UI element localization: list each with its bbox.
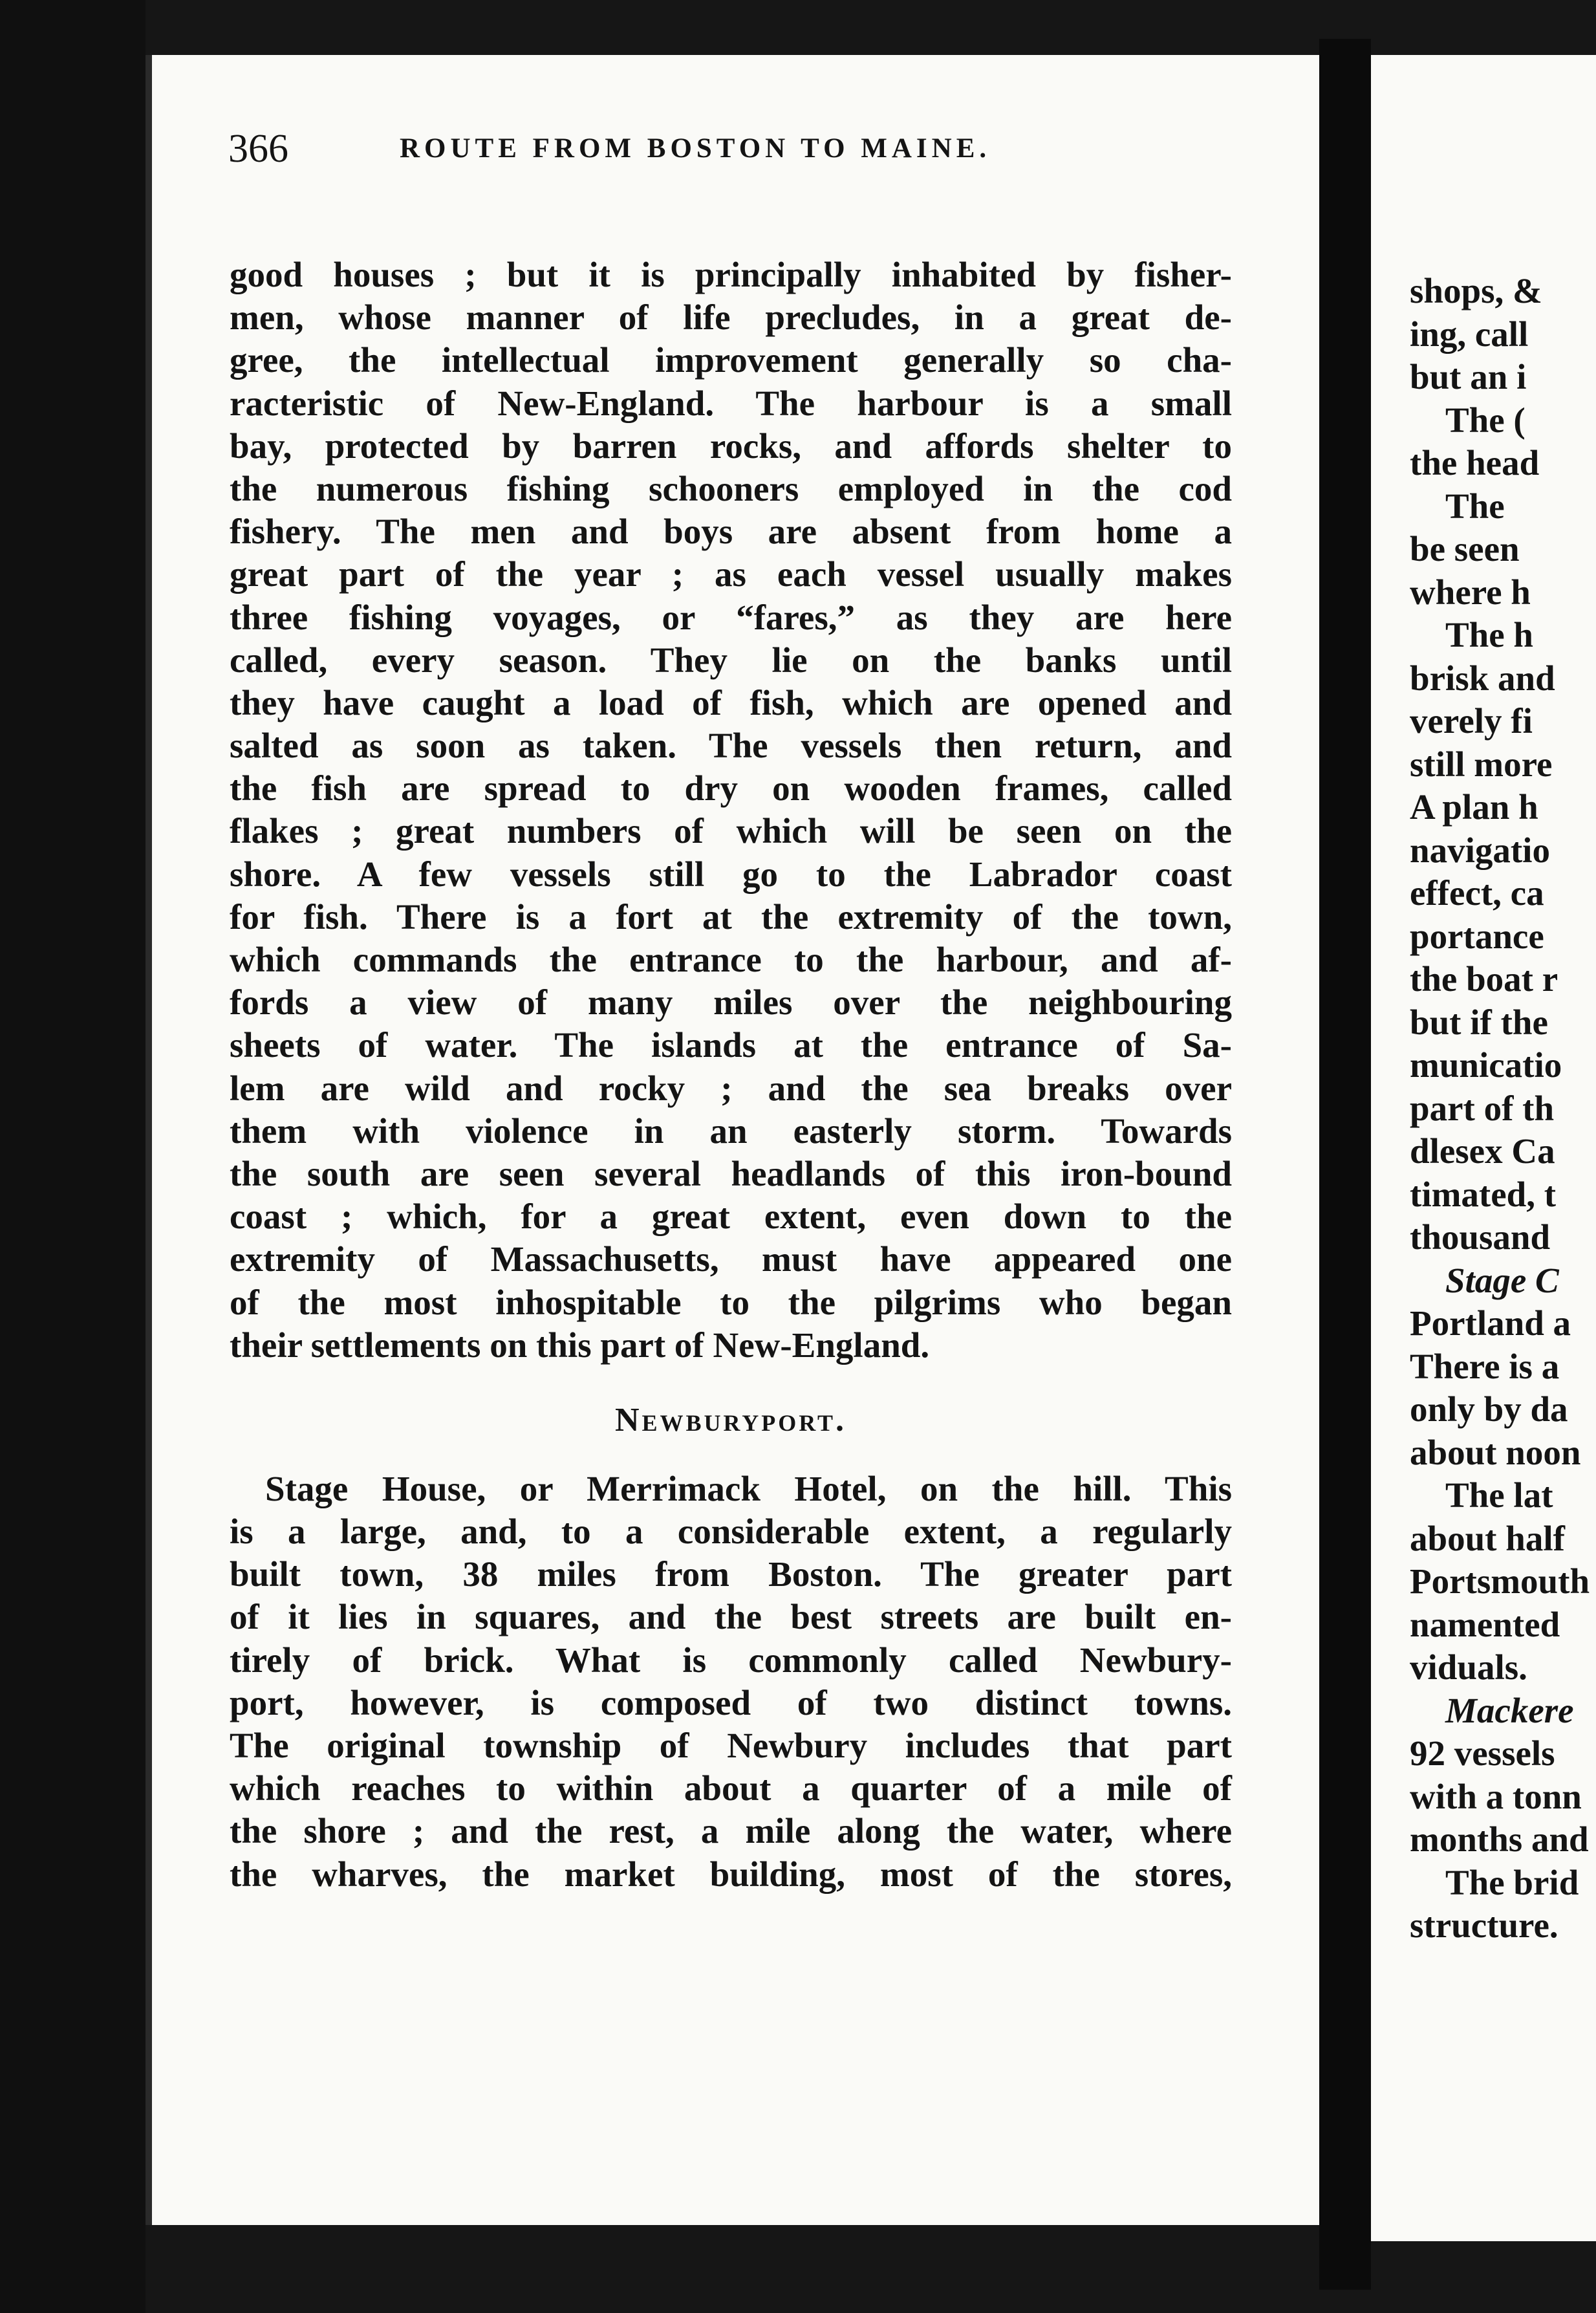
text-line: men, whose manner of life precludes, in a great de- (230, 298, 1232, 338)
right-page-line: about half (1410, 1518, 1565, 1558)
right-page-line: effect, ca (1410, 873, 1544, 913)
text-line: flakes ; great numbers of which will be seen on the (230, 811, 1232, 851)
right-page-line: The (1445, 486, 1505, 526)
text-line: good houses ; but it is principally inhabited by fisher- (230, 255, 1232, 294)
right-page-line: 92 vessels (1410, 1733, 1555, 1773)
text-line: fishery. The men and boys are absent from home a (230, 512, 1232, 552)
book-gutter (1319, 39, 1371, 2290)
text-line: the fish are spread to dry on wooden frames, called (230, 768, 1232, 809)
text-line: fords a view of many miles over the neighbouring (230, 983, 1232, 1023)
paragraph-salem (230, 254, 1232, 1367)
text-line: built town, 38 miles from Boston. The greater part (230, 1554, 1232, 1594)
text-line: for fish. There is a fort at the extremity of the town, (230, 896, 1232, 937)
right-page-line: shops, & (1410, 271, 1542, 310)
text-line: great part of the year ; as each vessel usually makes (230, 554, 1232, 594)
right-page-line: Portland a (1410, 1303, 1571, 1343)
right-page-text (1410, 270, 1596, 1948)
text-line: they have caught a load of fish, which are opened and (230, 682, 1232, 722)
right-page-line: brisk and (1410, 658, 1555, 698)
right-page-line: Mackere (1445, 1690, 1574, 1730)
right-page-line: thousand (1410, 1217, 1551, 1257)
right-page-line: namented (1410, 1604, 1560, 1644)
right-page-line: the boat r (1410, 959, 1558, 999)
right-page-line: The h (1445, 615, 1534, 655)
right-page-line: with a tonn (1410, 1776, 1582, 1816)
text-line: bay, protected by barren rocks, and affords shelter to (230, 426, 1232, 466)
text-line: which reaches to within about a quarter of a mile of (230, 1768, 1232, 1808)
right-page-line: verely fi (1410, 701, 1533, 741)
right-page-line: dlesex Ca (1410, 1131, 1555, 1171)
right-page-line: but an i (1410, 357, 1527, 396)
right-page-line: structure. (1410, 1906, 1558, 1945)
text-line: salted as soon as taken. The vessels then return, and (230, 726, 1232, 766)
text-line: the wharves, the market building, most of the stores, (230, 1854, 1232, 1894)
text-line: port, however, is composed of two distinct towns. (230, 1682, 1232, 1722)
text-line: three fishing voyages, or “fares,” as they are here (230, 597, 1232, 637)
text-line: the shore ; and the rest, a mile along the water, where (230, 1811, 1232, 1851)
right-page-line: navigatio (1410, 830, 1550, 870)
right-page-line: The lat (1445, 1475, 1553, 1515)
text-line: of it lies in squares, and the best streets are built en- (230, 1597, 1232, 1637)
text-line: of the most inhospitable to the pilgrims who began (230, 1282, 1232, 1322)
text-line: the numerous fishing schooners employed in the cod (230, 468, 1232, 508)
text-line: The original township of Newbury includes that part (230, 1726, 1232, 1765)
right-page-line: municatio (1410, 1045, 1562, 1085)
paragraph-newburyport (230, 1468, 1232, 1896)
main-text (230, 254, 1232, 1896)
right-page-line: The brid (1445, 1862, 1579, 1902)
running-head: ROUTE FROM BOSTON TO MAINE. (400, 133, 991, 164)
right-page-line: the head (1410, 443, 1540, 483)
right-page-line: only by da (1410, 1389, 1568, 1429)
right-page-line: There is a (1410, 1346, 1560, 1386)
page-number: 366 (228, 127, 288, 171)
right-page-line: portance (1410, 916, 1544, 956)
text-line: their settlements on this part of New-England. (230, 1325, 930, 1365)
section-heading-newburyport: Newburyport. (614, 1401, 847, 1439)
right-page-line: Stage C (1445, 1260, 1559, 1300)
book-edge-left (0, 0, 146, 2313)
right-page-line: but if the (1410, 1002, 1548, 1042)
right-page-line: The ( (1445, 400, 1526, 440)
text-line: gree, the intellectual improvement generally so cha- (230, 340, 1232, 380)
right-page-line: about noon (1410, 1432, 1581, 1472)
right-page-line: still more (1410, 744, 1553, 784)
text-line: tirely of brick. What is commonly called Newbury- (230, 1640, 1232, 1680)
right-page-line: ing, call (1410, 314, 1529, 354)
text-line: Stage House, or Merrimack Hotel, on the hill. This (265, 1468, 1232, 1508)
text-line: is a large, and, to a considerable extent, a regularly (230, 1512, 1232, 1552)
right-page-line: A plan h (1410, 787, 1538, 827)
page-header (228, 123, 1289, 175)
text-line: them with violence in an easterly storm. Towards (230, 1111, 1232, 1151)
right-page-line: Portsmouth (1410, 1561, 1590, 1601)
right-page-line: part of th (1410, 1088, 1555, 1128)
right-page-line: be seen (1410, 529, 1520, 569)
text-line: extremity of Massachusetts, must have appeared one (230, 1239, 1232, 1279)
right-page-line: viduals. (1410, 1647, 1527, 1687)
right-page (1371, 55, 1596, 2241)
right-page-line: timated, t (1410, 1174, 1557, 1214)
text-line: sheets of water. The islands at the entrance of Sa- (230, 1025, 1232, 1065)
right-page-line: months and (1410, 1819, 1589, 1859)
text-line: lem are wild and rocky ; and the sea breaks over (230, 1068, 1232, 1108)
text-line: which commands the entrance to the harbour, and af- (230, 940, 1232, 979)
text-line: the south are seen several headlands of this iron-bound (230, 1153, 1232, 1193)
text-line: called, every season. They lie on the banks until (230, 640, 1232, 680)
text-line: shore. A few vessels still go to the Labrador coast (230, 854, 1232, 894)
text-line: coast ; which, for a great extent, even down to the (230, 1197, 1232, 1237)
right-page-line: where h (1410, 572, 1531, 612)
text-line: racteristic of New-England. The harbour is a small (230, 383, 1232, 423)
